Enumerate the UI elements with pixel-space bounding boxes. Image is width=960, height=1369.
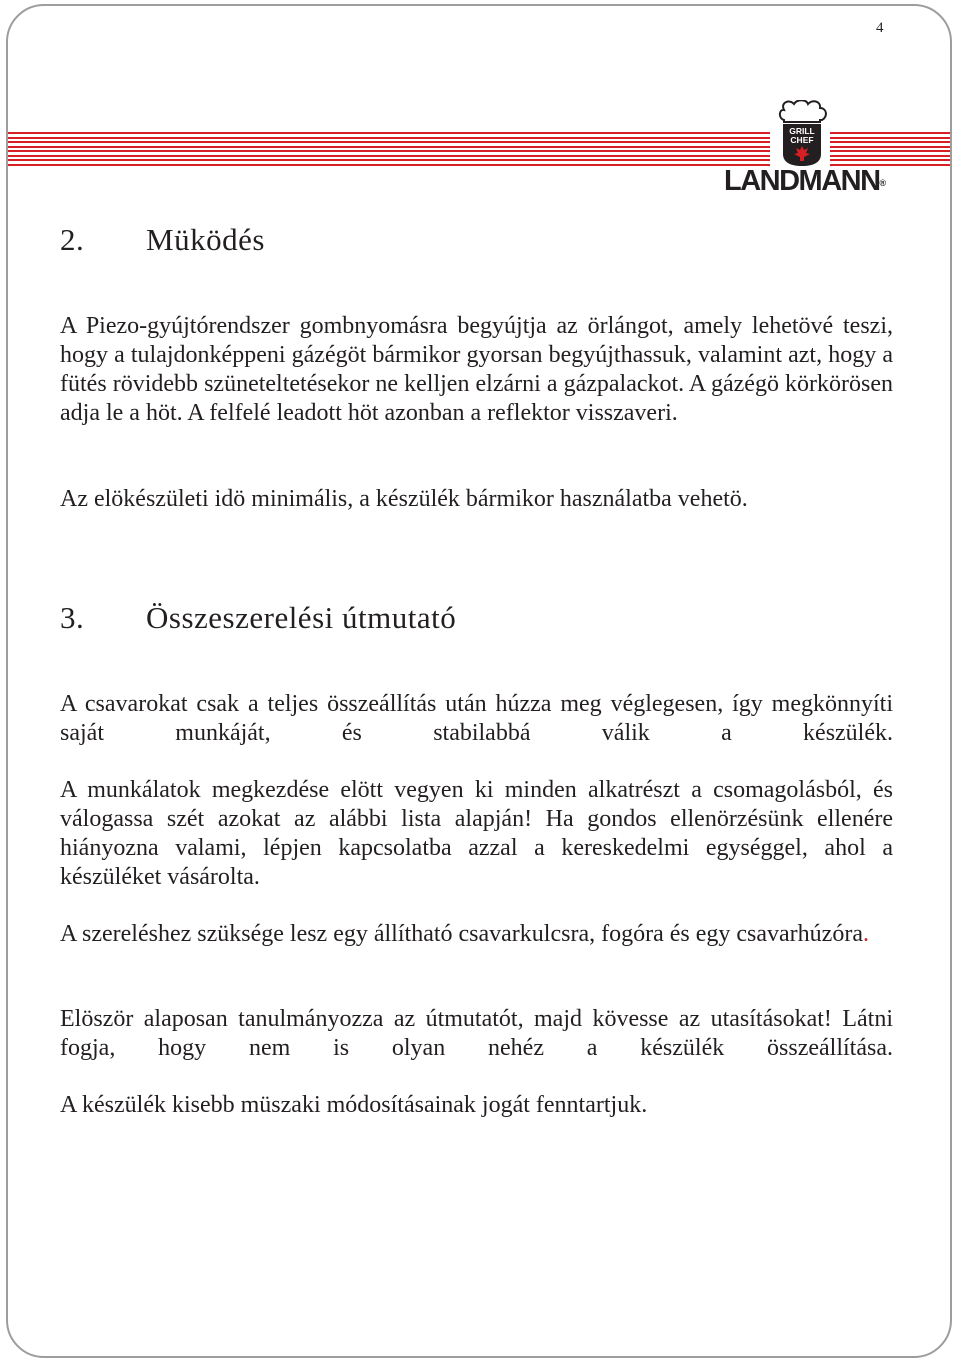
- section-3-paragraph-5: A készülék kisebb müszaki módosításainak jogát fenntartjuk.: [60, 1092, 648, 1118]
- section-3-paragraph-2: A munkálatok megkezdése elött vegyen ki minden alkatrészt a csomagolásból, és válogassa szét azokat az alábbi lista alapján! Ha gondos ellenörzésünk ellenére hiányozna valami, lépjen kapcsolatba azzal a kereskedelmi egységgel, ahol a készüléket vásárolta.: [60, 777, 893, 890]
- section-2-paragraph-1: A Piezo-gyújtórendszer gombnyomásra begyújtja az örlángot, amely lehetövé teszi, hogy a tulajdonképpeni gázégöt bármikor gyorsan begyújthassuk, valamint azt, hogy a fütés rövidebb szüneteltetésekor ne kelljen elzárni a gázpalackot. A gázégö körkörösen adja le a höt. A felfelé leadott höt azonban a reflektor visszaveri.: [60, 313, 893, 426]
- logo-grill-text: GRILL: [789, 126, 815, 136]
- section-3-paragraph-1: A csavarokat csak a teljes összeállítás után húzza meg véglegesen, így megkönnyíti saját munkáját, és stabilabbá válik a készülék.: [60, 691, 893, 746]
- logo-chef-text: CHEF: [790, 135, 814, 145]
- section-3-title: Összeszerelési útmutató: [146, 600, 457, 635]
- section-3-paragraph-4: Elöször alaposan tanulmányozza az útmutatót, majd kövesse az utasításokat! Látni fogja, hogy nem is olyan nehéz a készülék összeállítása.: [60, 1006, 893, 1061]
- section-3-paragraph-3: A szereléshez szüksége lesz egy állítható csavarkulcsra, fogóra és egy csavarhúzóra.: [60, 921, 869, 947]
- logo-wordmark: LANDMANN®: [724, 165, 887, 197]
- section-2-heading: [60, 222, 265, 258]
- chef-hat-icon: [724, 100, 892, 170]
- page-number: 4: [876, 20, 884, 36]
- section-2-number: 2.: [60, 222, 85, 257]
- section-3-heading: [60, 600, 456, 636]
- page-frame: [6, 4, 952, 1358]
- section-2-title: Müködés: [146, 222, 265, 257]
- section-3-number: 3.: [60, 600, 85, 635]
- section-2-paragraph-2: Az elökészületi idö minimális, a készülék bármikor használatba vehetö.: [60, 486, 748, 512]
- landmann-logo: [724, 100, 892, 196]
